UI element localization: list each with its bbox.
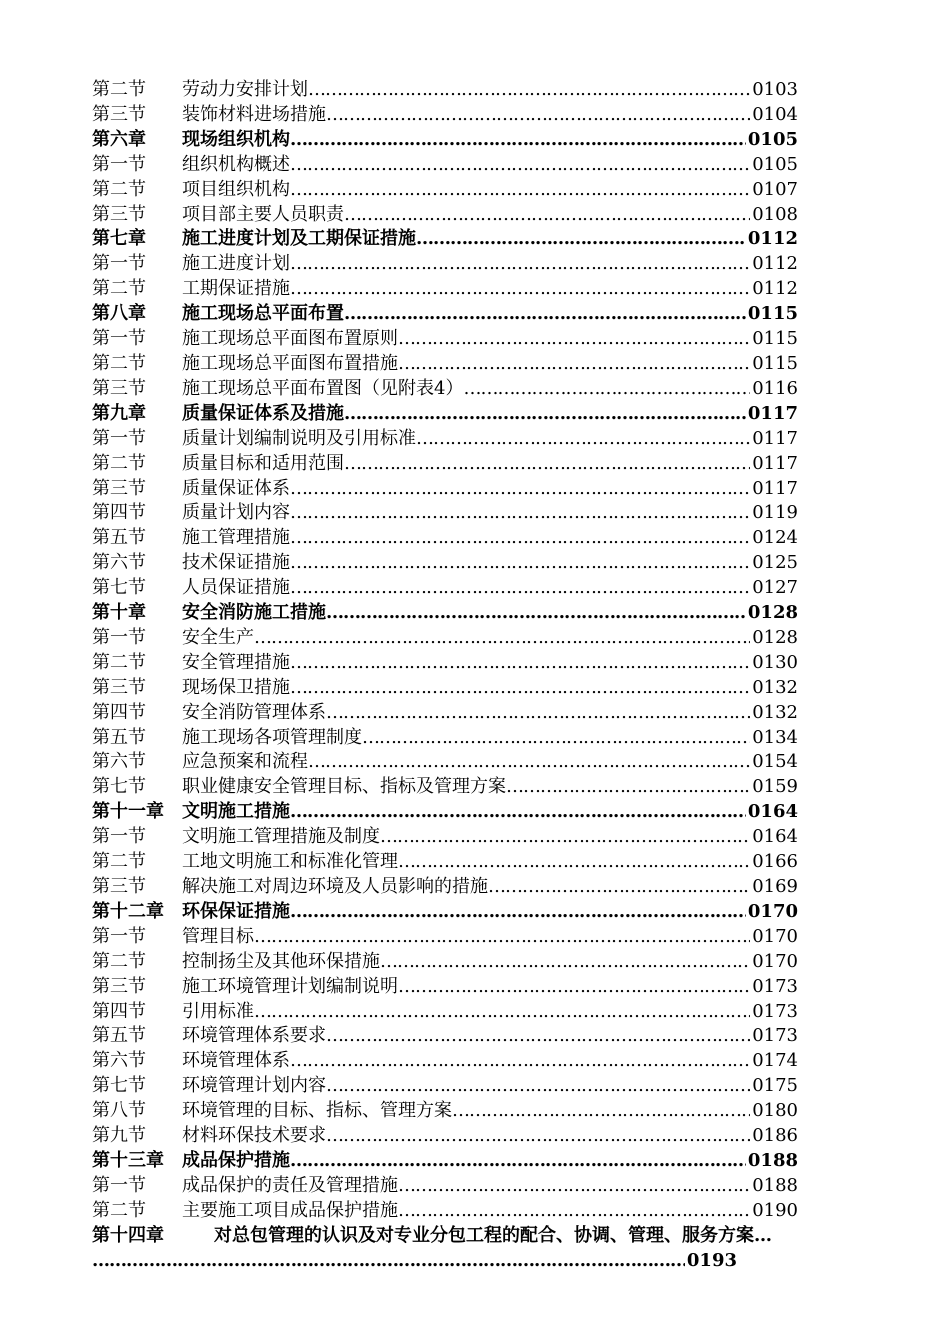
entry-label: 第一节 (92, 328, 146, 350)
dot-leader (326, 1024, 750, 1049)
entry-title: 环境管理的目标、指标、管理方案 (182, 1100, 452, 1122)
entry-title: 施工进度计划 (182, 253, 290, 275)
table-of-contents (92, 78, 798, 1274)
dot-leader (326, 1074, 750, 1099)
dot-leader (380, 950, 750, 975)
toc-section-entry (92, 1199, 798, 1224)
entry-page-number: 0117 (752, 477, 798, 499)
entry-label: 第二节 (92, 1199, 146, 1221)
entry-title: 控制扬尘及其他环保措施 (182, 950, 380, 972)
entry-label: 第二节 (92, 452, 146, 474)
toc-section-entry (92, 1024, 798, 1049)
dot-leader (326, 103, 750, 128)
entry-title: 工地文明施工和标准化管理 (182, 851, 398, 873)
entry-label: 第九节 (92, 1125, 146, 1147)
entry-label: 第二节 (92, 278, 146, 300)
entry-page-number: 0173 (752, 975, 798, 997)
entry-title: 施工进度计划及工期保证措施 (182, 228, 416, 250)
dot-leader (290, 252, 750, 277)
entry-label: 第二节 (92, 950, 146, 972)
entry-label: 第一节 (92, 153, 146, 175)
entry-page-number: 0117 (752, 427, 798, 449)
entry-title: 质量计划编制说明及引用标准 (182, 427, 416, 449)
entry-page-number: 0154 (752, 751, 798, 773)
dot-leader (308, 750, 750, 775)
toc-chapter-entry (92, 302, 798, 327)
entry-label: 第三节 (92, 103, 146, 125)
entry-page-number: 0115 (747, 303, 798, 325)
toc-section-entry (92, 1174, 798, 1199)
entry-title: 成品保护措施 (182, 1149, 290, 1171)
dot-leader (290, 178, 750, 203)
entry-page-number: 0112 (752, 278, 798, 300)
toc-chapter-entry (92, 227, 798, 252)
toc-section-entry (92, 1124, 798, 1149)
entry-page-number: 0115 (752, 328, 798, 350)
entry-title: 职业健康安全管理目标、指标及管理方案 (182, 776, 506, 798)
toc-section-entry (92, 477, 798, 502)
toc-section-entry (92, 875, 798, 900)
dot-leader (290, 277, 750, 302)
toc-section-entry (92, 726, 798, 751)
entry-title: 施工环境管理计划编制说明 (182, 975, 398, 997)
toc-section-entry (92, 327, 798, 352)
dot-leader (344, 302, 746, 327)
toc-section-entry (92, 850, 798, 875)
entry-label: 第十三章 (92, 1149, 164, 1171)
toc-section-entry (92, 352, 798, 377)
entry-title: 项目部主要人员职责 (182, 203, 344, 225)
toc-section-entry (92, 203, 798, 228)
dot-leader (380, 825, 750, 850)
dot-leader (344, 402, 746, 427)
toc-section-entry (92, 452, 798, 477)
toc-section-entry (92, 1099, 798, 1124)
entry-label: 第十章 (92, 602, 146, 624)
toc-chapter-entry (92, 1149, 798, 1174)
entry-label: 第二节 (92, 79, 146, 100)
entry-page-number: 0117 (752, 452, 798, 474)
entry-page-number: 0166 (752, 851, 798, 873)
entry-title: 现场组织机构 (182, 128, 290, 150)
entry-page-number: 0105 (747, 128, 798, 150)
entry-label: 第六章 (92, 128, 146, 150)
entry-title: 安全消防管理体系 (182, 701, 326, 723)
entry-label: 第八章 (92, 303, 146, 325)
entry-label: 第一节 (92, 925, 146, 947)
entry-title: 文明施工措施 (182, 801, 290, 823)
entry-title: 对总包管理的认识及对专业分包工程的配合、协调、管理、服务方案… (214, 1224, 772, 1246)
entry-title: 施工现场总平面图布置措施 (182, 352, 398, 374)
toc-section-entry (92, 1074, 798, 1099)
dot-leader (290, 1049, 750, 1074)
toc-section-entry (92, 526, 798, 551)
dot-leader (506, 775, 750, 800)
dot-leader (290, 1149, 746, 1174)
entry-title: 环境管理体系要求 (182, 1025, 326, 1047)
toc-section-entry (92, 576, 798, 601)
entry-label: 第七节 (92, 577, 146, 599)
entry-title: 现场保卫措施 (182, 676, 290, 698)
dot-leader (398, 327, 750, 352)
entry-label: 第六节 (92, 1050, 146, 1072)
dot-leader (452, 1099, 750, 1124)
dot-leader (344, 203, 750, 228)
entry-page-number: 0132 (752, 676, 798, 698)
entry-page-number: 0175 (752, 1075, 798, 1097)
entry-title: 安全管理措施 (182, 651, 290, 673)
entry-title: 管理目标 (182, 925, 254, 947)
entry-label: 第五节 (92, 527, 146, 549)
entry-label: 第二节 (92, 651, 146, 673)
entry-page-number: 0119 (752, 502, 798, 524)
dot-leader (398, 1174, 750, 1199)
toc-chapter-entry (92, 601, 798, 626)
dot-leader (290, 153, 750, 178)
toc-section-entry (92, 252, 798, 277)
entry-title: 安全消防施工措施 (182, 602, 326, 624)
entry-page-number: 0115 (752, 352, 798, 374)
entry-page-number: 0130 (752, 651, 798, 673)
toc-section-entry (92, 178, 798, 203)
entry-title: 施工现场总平面布置 (182, 303, 344, 325)
entry-page-number: 0170 (747, 900, 798, 922)
entry-label: 第三节 (92, 975, 146, 997)
toc-section-entry (92, 825, 798, 850)
entry-page-number: 0159 (752, 776, 798, 798)
entry-title: 劳动力安排计划 (182, 79, 308, 100)
entry-title: 引用标准 (182, 1000, 254, 1022)
dot-leader (398, 850, 750, 875)
toc-section-entry (92, 676, 798, 701)
dot-leader (326, 1124, 750, 1149)
entry-page-number: 0108 (752, 203, 798, 225)
entry-title: 安全生产 (182, 626, 254, 648)
toc-section-entry (92, 975, 798, 1000)
entry-label: 第三节 (92, 477, 146, 499)
entry-label: 第十二章 (92, 900, 164, 922)
dot-leader (362, 726, 750, 751)
entry-title: 装饰材料进场措施 (182, 103, 326, 125)
entry-title: 环境管理计划内容 (182, 1075, 326, 1097)
dot-leader (290, 576, 750, 601)
dot-leader (254, 1000, 750, 1025)
entry-page-number: 0170 (752, 925, 798, 947)
entry-page-number: 0170 (752, 950, 798, 972)
entry-label: 第三节 (92, 676, 146, 698)
toc-section-entry (92, 651, 798, 676)
entry-title: 文明施工管理措施及制度 (182, 826, 380, 848)
toc-entry-continuation (92, 1249, 737, 1274)
entry-title: 成品保护的责任及管理措施 (182, 1174, 398, 1196)
entry-page-number: 0180 (752, 1100, 798, 1122)
toc-section-entry (92, 501, 798, 526)
entry-title: 人员保证措施 (182, 577, 290, 599)
toc-section-entry (92, 775, 798, 800)
toc-section-entry (92, 925, 798, 950)
entry-label: 第五节 (92, 1025, 146, 1047)
toc-section-entry (92, 626, 798, 651)
toc-section-entry (92, 78, 798, 103)
entry-title: 施工现场各项管理制度 (182, 726, 362, 748)
toc-chapter-entry (92, 900, 798, 925)
entry-label: 第一节 (92, 626, 146, 648)
dot-leader (290, 551, 750, 576)
entry-label: 第一节 (92, 427, 146, 449)
entry-label: 第二节 (92, 352, 146, 374)
dot-leader (254, 925, 750, 950)
entry-label: 第三节 (92, 876, 146, 897)
dot-leader (308, 78, 750, 103)
toc-section-entry (92, 427, 798, 452)
entry-label: 第六节 (92, 552, 146, 574)
entry-page-number: 0127 (752, 577, 798, 599)
toc-chapter-entry (92, 128, 798, 153)
dot-leader (416, 427, 750, 452)
entry-title: 环境管理体系 (182, 1050, 290, 1072)
dot-leader (463, 377, 750, 402)
toc-section-entry (92, 1049, 798, 1074)
dot-leader (290, 900, 746, 925)
dot-leader (326, 701, 750, 726)
entry-title: 质量保证体系及措施 (182, 402, 344, 424)
entry-title: 工期保证措施 (182, 278, 290, 300)
dot-leader (254, 626, 750, 651)
entry-page-number: 0107 (752, 178, 798, 200)
entry-label: 第二节 (92, 178, 146, 200)
entry-title: 材料环保技术要求 (182, 1125, 326, 1147)
entry-page-number: 0190 (752, 1199, 798, 1221)
dot-leader (344, 452, 750, 477)
toc-section-entry (92, 551, 798, 576)
dot-leader (290, 128, 746, 153)
entry-page-number: 0112 (752, 253, 798, 275)
entry-title: 环保保证措施 (182, 900, 290, 922)
toc-chapter-entry (92, 402, 798, 427)
dot-leader (92, 1249, 685, 1274)
entry-page-number: 0193 (686, 1249, 737, 1271)
entry-title: 质量保证体系 (182, 477, 290, 499)
entry-page-number: 0125 (752, 552, 798, 574)
dot-leader (290, 501, 750, 526)
entry-page-number: 0116 (752, 377, 798, 399)
entry-title: 质量目标和适用范围 (182, 452, 344, 474)
entry-page-number: 0174 (752, 1050, 798, 1072)
entry-page-number: 0103 (752, 79, 798, 100)
toc-section-entry (92, 701, 798, 726)
entry-label: 第十四章 (92, 1224, 164, 1246)
entry-title: 组织机构概述 (182, 153, 290, 175)
entry-title: 应急预案和流程 (182, 751, 308, 773)
entry-label: 第三节 (92, 377, 146, 399)
entry-label: 第一节 (92, 253, 146, 275)
entry-page-number: 0112 (747, 228, 798, 250)
toc-section-entry (92, 1000, 798, 1025)
dot-leader (398, 352, 750, 377)
dot-leader (290, 651, 750, 676)
entry-title: 质量计划内容 (182, 502, 290, 524)
toc-section-entry (92, 950, 798, 975)
dot-leader (290, 526, 750, 551)
dot-leader (290, 477, 750, 502)
entry-page-number: 0188 (752, 1174, 798, 1196)
entry-label: 第七章 (92, 228, 146, 250)
entry-page-number: 0117 (747, 402, 798, 424)
entry-page-number: 0128 (752, 626, 798, 648)
entry-page-number: 0124 (752, 527, 798, 549)
entry-title: 主要施工项目成品保护措施 (182, 1199, 398, 1221)
entry-label: 第六节 (92, 751, 146, 773)
entry-page-number: 0173 (752, 1025, 798, 1047)
entry-page-number: 0104 (752, 103, 798, 125)
entry-label: 第四节 (92, 1000, 146, 1022)
entry-page-number: 0186 (752, 1125, 798, 1147)
entry-title: 施工管理措施 (182, 527, 290, 549)
toc-section-entry (92, 103, 798, 128)
dot-leader (290, 676, 750, 701)
entry-page-number: 0169 (752, 876, 798, 897)
entry-page-number: 0188 (747, 1149, 798, 1171)
dot-leader (398, 1199, 750, 1224)
entry-title: 技术保证措施 (182, 552, 290, 574)
toc-section-entry (92, 377, 798, 402)
toc-section-entry (92, 153, 798, 178)
entry-label: 第五节 (92, 726, 146, 748)
entry-title: 施工现场总平面布置图（见附表4） (182, 377, 464, 399)
entry-label: 第二节 (92, 851, 146, 873)
dot-leader (290, 800, 746, 825)
entry-label: 第七节 (92, 776, 146, 798)
entry-page-number: 0105 (752, 153, 798, 175)
entry-label: 第八节 (92, 1100, 146, 1122)
toc-chapter-entry (92, 800, 798, 825)
dot-leader (326, 601, 746, 626)
entry-title: 项目组织机构 (182, 178, 290, 200)
toc-section-entry (92, 277, 798, 302)
entry-label: 第三节 (92, 203, 146, 225)
entry-page-number: 0173 (752, 1000, 798, 1022)
entry-label: 第一节 (92, 1174, 146, 1196)
dot-leader (398, 975, 750, 1000)
entry-page-number: 0128 (747, 602, 798, 624)
entry-page-number: 0164 (752, 826, 798, 848)
entry-title: 解决施工对周边环境及人员影响的措施 (182, 876, 488, 897)
entry-label: 第四节 (92, 701, 146, 723)
entry-label: 第七节 (92, 1075, 146, 1097)
entry-page-number: 0164 (747, 801, 798, 823)
entry-label: 第十一章 (92, 801, 164, 823)
entry-page-number: 0134 (752, 726, 798, 748)
entry-page-number: 0132 (752, 701, 798, 723)
entry-label: 第一节 (92, 826, 146, 848)
entry-title: 施工现场总平面图布置原则 (182, 328, 398, 350)
entry-label: 第九章 (92, 402, 146, 424)
toc-chapter-entry (92, 1224, 798, 1249)
toc-section-entry (92, 750, 798, 775)
dot-leader (416, 227, 746, 252)
entry-label: 第四节 (92, 502, 146, 524)
dot-leader (488, 875, 750, 900)
